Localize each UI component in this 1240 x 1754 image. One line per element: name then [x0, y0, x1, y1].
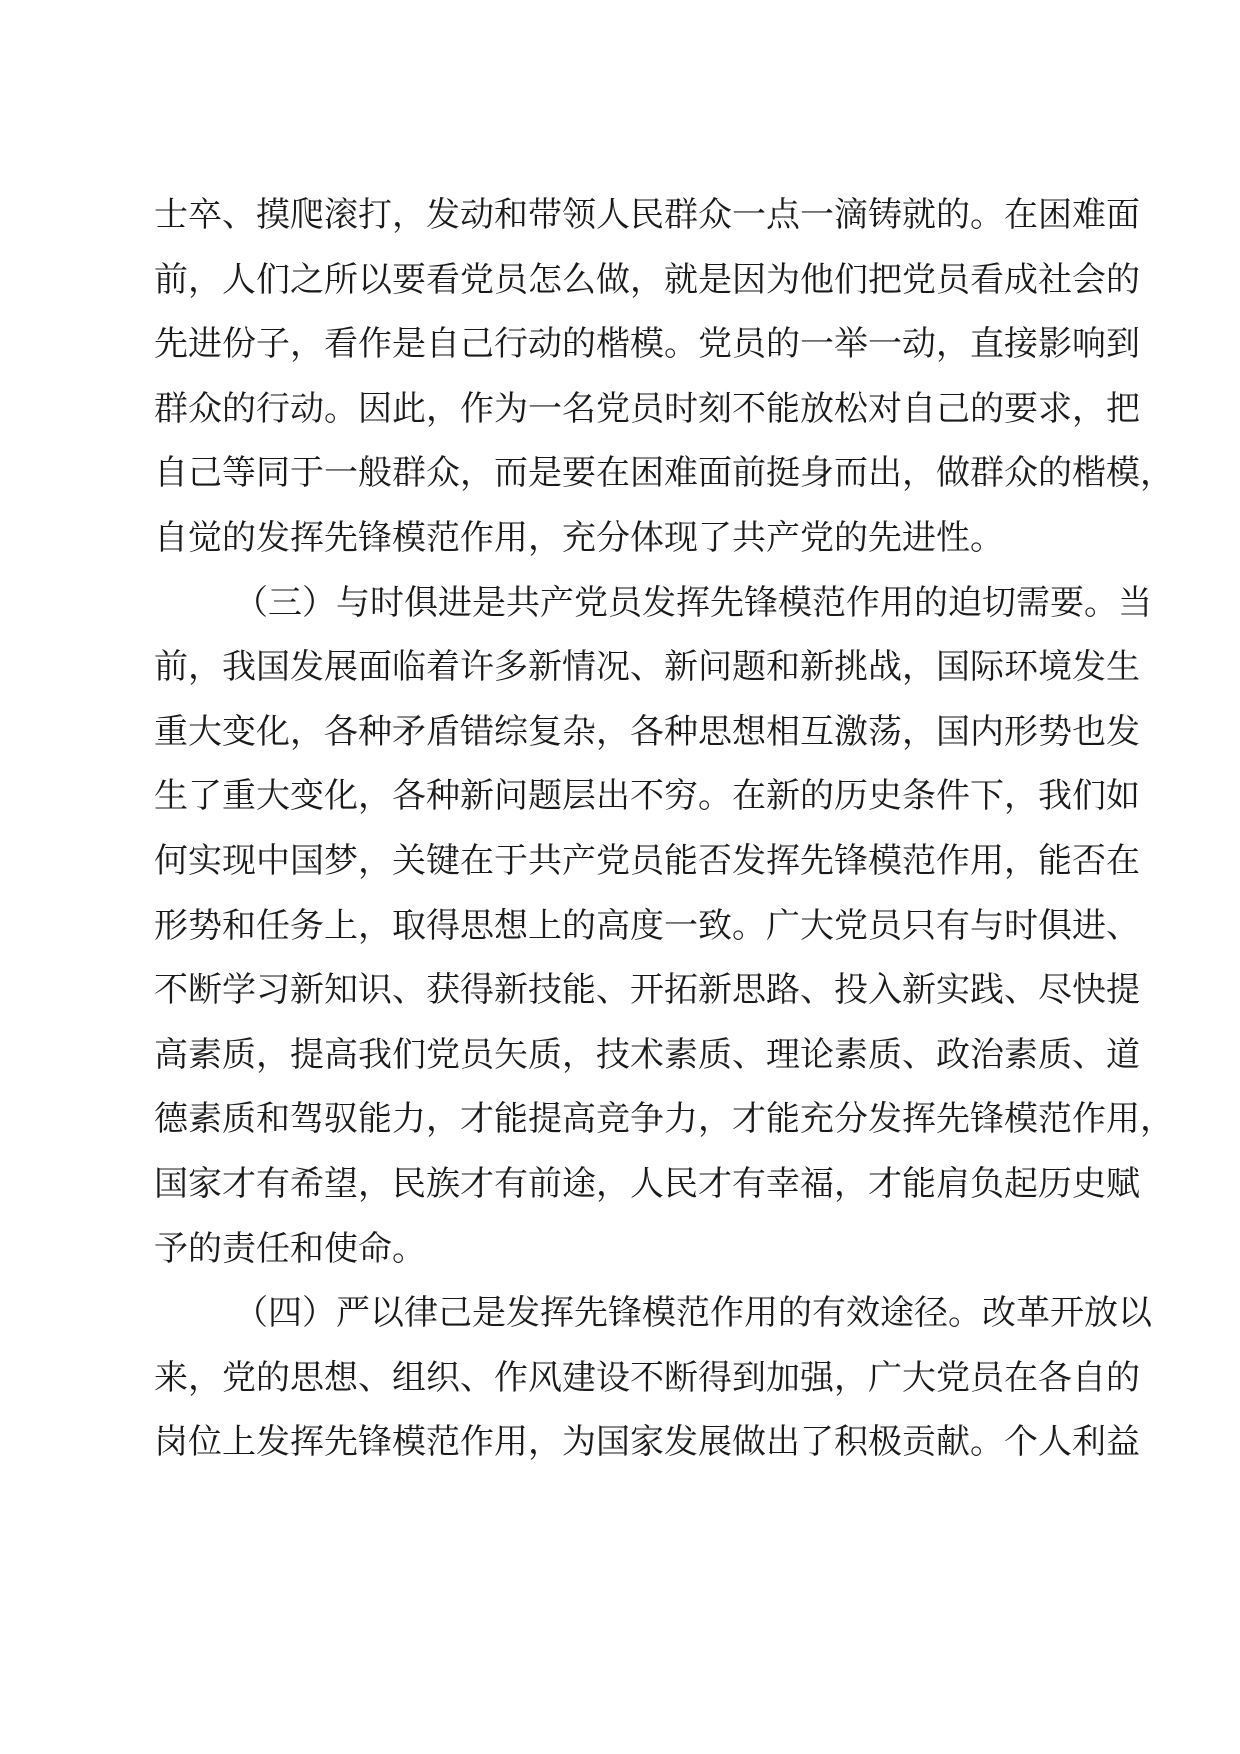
- text-line: 国家才有希望，民族才有前途，人民才有幸福，才能肩负起历史赋: [154, 1163, 1140, 1204]
- text-line: 岗位上发挥先锋模范作用，为国家发展做出了积极贡献。个人利益: [154, 1422, 1140, 1463]
- body-text: [154, 183, 1174, 1475]
- text-line: 先进份子，看作是自己行动的楷模。党员的一举一动，直接影响到: [154, 324, 1140, 365]
- text-line: 群众的行动。因此，作为一名党员时刻不能放松对自己的要求，把: [154, 388, 1140, 429]
- text-line: 来，党的思想、组织、作风建设不断得到加强，广大党员在各自的: [154, 1357, 1140, 1398]
- section-four-heading-line: （四）严以律己是发挥先锋模范作用的有效途径。改革开放以: [234, 1293, 1152, 1334]
- text-line: 形势和任务上，取得思想上的高度一致。广大党员只有与时俱进、: [154, 905, 1140, 946]
- text-line: 自己等同于一般群众，而是要在困难面前挺身而出，做群众的楷模，: [154, 453, 1174, 494]
- text-line: 何实现中国梦，关键在于共产党员能否发挥先锋模范作用，能否在: [154, 840, 1140, 881]
- text-line: 高素质，提高我们党员矢质，技术素质、理论素质、政治素质、道: [154, 1034, 1140, 1075]
- section-three-heading-line: （三）与时俱进是共产党员发挥先锋模范作用的迫切需要。当: [234, 582, 1152, 623]
- text-line: 予的责任和使命。: [154, 1228, 426, 1269]
- text-line: 自觉的发挥先锋模范作用，充分体现了共产党的先进性。: [154, 517, 1004, 558]
- text-line: 重大变化，各种矛盾错综复杂，各种思想相互激荡，国内形势也发: [154, 711, 1140, 752]
- text-line: 士卒、摸爬滚打，发动和带领人民群众一点一滴铸就的。在困难面: [154, 195, 1140, 235]
- text-line: 前，人们之所以要看党员怎么做，就是因为他们把党员看成社会的: [154, 259, 1140, 300]
- text-line: 前，我国发展面临着许多新情况、新问题和新挑战，国际环境发生: [154, 647, 1140, 688]
- text-line: 德素质和驾驭能力，才能提高竞争力，才能充分发挥先锋模范作用，: [154, 1099, 1174, 1140]
- text-line: 不断学习新知识、获得新技能、开拓新思路、投入新实践、尽快提: [154, 970, 1140, 1011]
- text-line: 生了重大变化，各种新问题层出不穷。在新的历史条件下，我们如: [154, 776, 1140, 817]
